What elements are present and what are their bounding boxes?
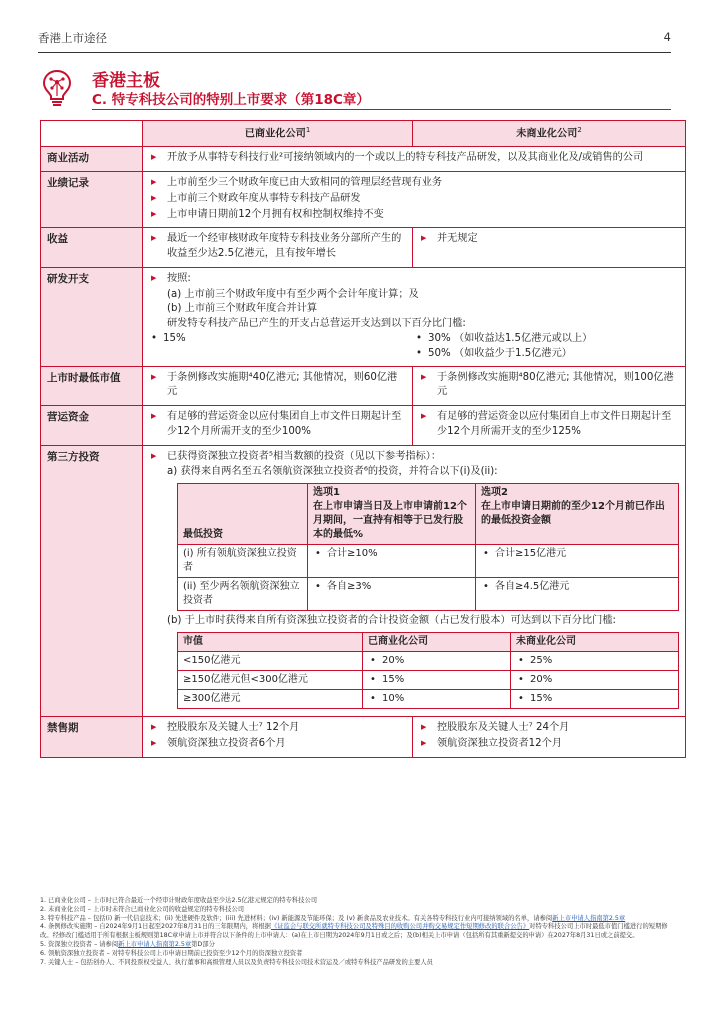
table-cell: • 25% xyxy=(516,654,673,668)
table-cell: • 15% xyxy=(516,692,673,706)
third-b-line: (b) 于上市时获得来自所有资深独立投资者的合计投资金额（占已发行股本）可达到以下百分比门槛: xyxy=(167,615,616,627)
footnote: 1. 已商业化公司 – 上市时已符合最近一个经审计财政年度收益至少达2.5亿港元规定的特专科技公司 xyxy=(40,897,318,904)
table-cell: (i) 所有领航资深独立投资者 xyxy=(178,545,308,578)
row-label: 业绩记录 xyxy=(41,171,143,227)
rd-intro: ▶ 按照: xyxy=(149,272,679,287)
footnote: 4. 条例修改实施期 – 自2024年9月1日起至2027年8月31日的三年限期内，将根据《证监会与联交所就特专科技公司及特殊目的收购公司并购交易规定作短期修改的联合公告》对特专科技公司上市时最低市值门槛进行的短期修改。经修改门槛适用于所有根据主板规则第18C章申请上市并符合以下条件的上市申请人：(a)在上市日期为2024年9月1日或之后；及(b)相关上市申请（包括所有其重新提交的申请）在2027年8月31日或之前提交。 xyxy=(40,923,668,940)
list-item: ▶ 领航资深独立投资者6个月 xyxy=(149,737,406,752)
table-cell: • 15% xyxy=(368,673,505,687)
table-cell: <150亿港元 xyxy=(178,652,363,671)
third-intro: ▶ 已获得资深独立投资者⁵相当数额的投资（见以下参考指标）： xyxy=(149,450,679,465)
table-cell: • 10% xyxy=(368,692,505,706)
option2-desc: 在上市申请日期前的至少12个月前已作出的最低投资金额 xyxy=(481,501,665,527)
footnote: 2. 未商业化公司 – 上市时未符合已商业化公司的收益规定的特专科技公司 xyxy=(40,905,245,913)
table-row xyxy=(41,406,686,446)
page-header xyxy=(38,30,671,52)
revenue-a: ▶ 最近一个经审核财政年度特专科技业务分部所产生的收益至少达2.5亿港元，且有按年增长 xyxy=(149,232,406,262)
third-a-line: a) 获得来自两名至五名领航资深独立投资者⁶的投资，并符合以下(i)及(ii): xyxy=(167,466,498,478)
lightbulb-icon xyxy=(40,68,74,108)
option1-desc: 在上市申请当日及上市申请前12个月期间，一直持有相等于已发行股本的最低% xyxy=(313,501,467,541)
rd-line: 研发特专科技产品已产生的开支占总营运开支达到以下百分比门槛: xyxy=(167,318,466,330)
option-table xyxy=(177,483,679,611)
list-item: ▶ 领航资深独立投资者12个月 xyxy=(419,737,679,752)
table-cell: • 各自≥3% xyxy=(313,580,470,594)
row-label: 营运资金 xyxy=(41,406,143,446)
table-cell: ≥300亿港元 xyxy=(178,690,363,709)
table-cell: • 合计≥10% xyxy=(313,547,470,561)
row-label: 禁售期 xyxy=(41,717,143,758)
rd-line: (a) 上市前三个财政年度中有至少两个会计年度计算；及 xyxy=(167,288,419,300)
table-row xyxy=(178,690,679,709)
column-header-commercialised: 已商业化公司$^1$ xyxy=(143,121,413,147)
rd-pct-b: • 50% （如收益少于1.5亿港元） xyxy=(414,347,679,362)
rd-pct-a: • 15% xyxy=(149,332,414,347)
table-cell: (ii) 至少两名领航资深独立投资者 xyxy=(178,578,308,611)
table-row xyxy=(41,445,686,716)
table-header: 未商业化公司 xyxy=(511,633,679,652)
guide-link[interactable]: 新上市申请人指南第2.5章 xyxy=(118,941,192,949)
page-number: 4 xyxy=(663,30,671,44)
row-label: 商业活动 xyxy=(41,147,143,172)
option2-title: 选项2 xyxy=(481,487,508,499)
rd-line: (b) 上市前三个财政年度合并计算 xyxy=(167,303,318,315)
section-title: 香港主板 xyxy=(92,71,160,91)
table-row xyxy=(41,147,686,172)
footnote: 7. 关键人士 – 包括创办人、不同投票权受益人、执行董事和高级管理人员以及负责特专科技公司技术营运及／或特专科技产品研发的主要人员 xyxy=(40,958,433,966)
revenue-b: ▶ 并无规定 xyxy=(419,232,679,247)
footnotes xyxy=(40,897,680,968)
mcap-b: ▶ 于条例修改实施期⁴80亿港元; 其他情况，则100亿港元 xyxy=(419,371,679,401)
table-row xyxy=(41,171,686,227)
percentage-table xyxy=(177,632,679,709)
wc-b: ▶ 有足够的营运资金以应付集团自上市文件日期起计至少12个月所需开支的至少125% xyxy=(419,410,679,440)
table-cell: • 各自≥4.5亿港元 xyxy=(481,580,673,594)
table-row xyxy=(41,717,686,758)
list-item: ▶ 控股股东及关键人士⁷ 12个月 xyxy=(149,721,406,736)
option1-title: 选项1 xyxy=(313,487,340,499)
title-divider xyxy=(92,109,671,110)
table-row xyxy=(41,267,686,366)
table-cell: ≥150亿港元但<300亿港元 xyxy=(178,671,363,690)
footnote: 5. 资深独立投资者 – 请参阅新上市申请人指南第2.5章第D部分 xyxy=(40,941,215,949)
mcap-a: ▶ 于条例修改实施期⁴40亿港元; 其他情况，则60亿港元 xyxy=(149,371,406,401)
joint-announcement-link[interactable]: 《证监会与联交所就特专科技公司及特殊目的收购公司并购交易规定作短期修改的联合公告》 xyxy=(270,923,530,931)
table-cell: • 20% xyxy=(368,654,505,668)
list-item: ▶ 控股股东及关键人士⁷ 24个月 xyxy=(419,721,679,736)
table-row xyxy=(178,652,679,671)
row-label: 收益 xyxy=(41,228,143,268)
table-header-row xyxy=(41,121,686,147)
section-subtitle: C. 特专科技公司的特别上市要求（第18C章） xyxy=(92,92,370,108)
table-cell: • 合计≥15亿港元 xyxy=(481,547,673,561)
table-header: 市值 xyxy=(178,633,363,652)
table-row xyxy=(41,366,686,406)
guide-link[interactable]: 新上市申请人指南第2.5章 xyxy=(552,914,626,922)
rd-pct-b: • 30% （如收益达1.5亿港元或以上） xyxy=(414,332,679,347)
table-row xyxy=(41,228,686,268)
requirements-table xyxy=(40,120,686,758)
footnote: 6. 领航资深独立投资者 – 对特专科技公司上市申请日期前已投资至少12个月的资深独立投资者 xyxy=(40,949,303,957)
table-row xyxy=(178,671,679,690)
header-title: 香港上市途径 xyxy=(38,31,107,45)
row-label: 第三方投资 xyxy=(41,445,143,716)
row-label: 研发开支 xyxy=(41,267,143,366)
wc-a: ▶ 有足够的营运资金以应付集团自上市文件日期起计至少12个月所需开支的至少100% xyxy=(149,410,406,440)
option-header-label: 最低投资 xyxy=(178,484,308,545)
table-cell: • 20% xyxy=(516,673,673,687)
list-item: ▶ 上市前至少三个财政年度已由大致相同的管理层经营现有业务 xyxy=(149,176,679,191)
column-header-precommercial: 未商业化公司$^2$ xyxy=(413,121,686,147)
header-divider xyxy=(38,52,671,53)
footnote: 3. 特专科技产品 – 包括(i) 新一代信息技术；(ii) 先进硬件及软件；(iii) 先进材料；(iv) 新能源及节能环保；及 (v) 新食品及农业技术。有关各特专科技行业内可接纳领域的名单，请参阅新上市申请人指南第2.5章 xyxy=(40,914,626,922)
list-item: ▶ 上市申请日期前12个月拥有权和控制权维持不变 xyxy=(149,208,679,223)
list-item: ▶ 上市前三个财政年度从事特专科技产品研发 xyxy=(149,192,679,207)
table-header: 已商业化公司 xyxy=(363,633,511,652)
business-text: ▶ 开放予从事特专科技行业²可接纳领域内的一个或以上的特专科技产品研发，以及其商业化及/或销售的公司 xyxy=(149,151,679,166)
row-label: 上市时最低市值 xyxy=(41,366,143,406)
